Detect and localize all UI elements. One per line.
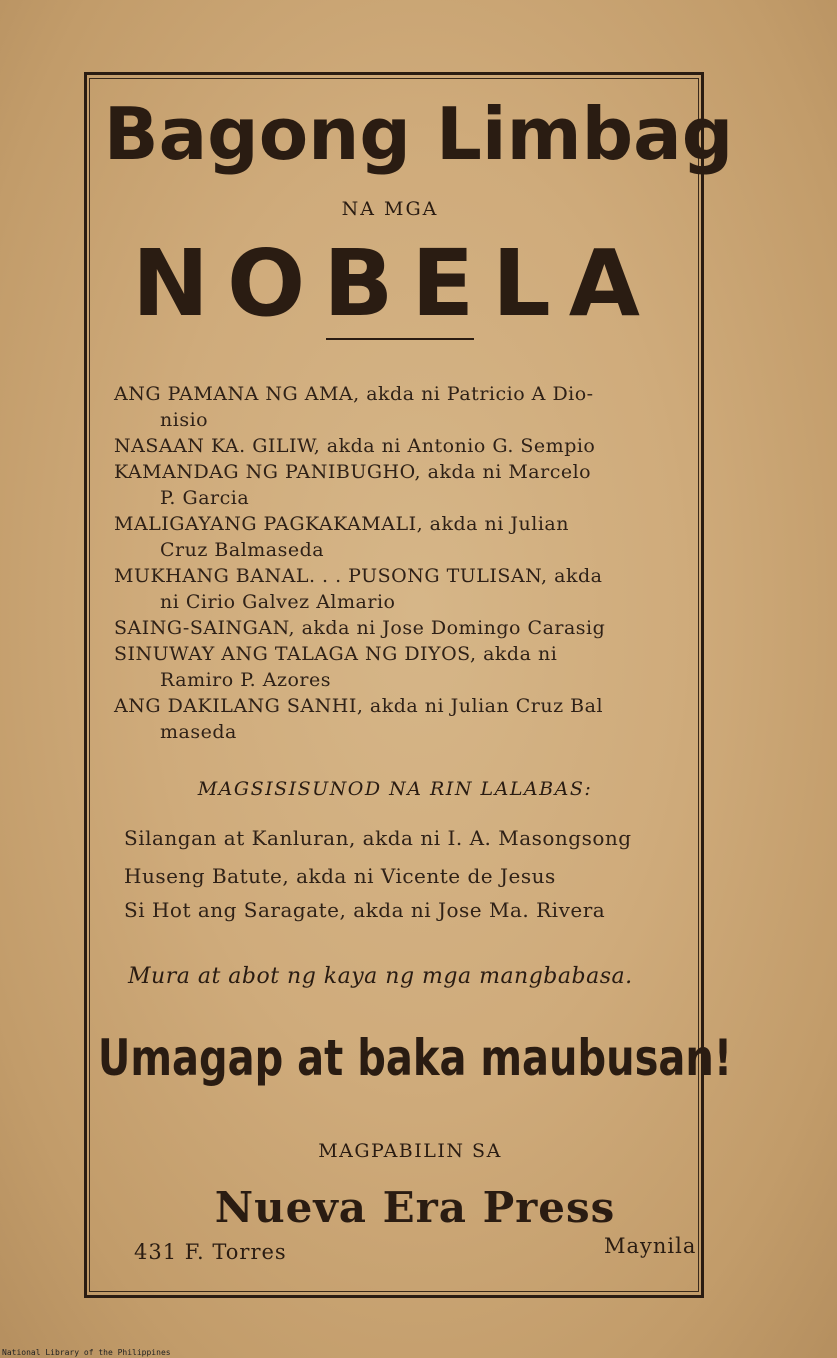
library-credit: National Library of the Philippines bbox=[2, 1348, 171, 1357]
novel-line-continued: ni Cirio Galvez Almario bbox=[160, 591, 396, 613]
publisher-city: Maynila bbox=[604, 1234, 697, 1258]
novel-item bbox=[114, 381, 694, 433]
availability-label: MAGPABILIN SA bbox=[318, 1140, 502, 1162]
upcoming-item: Silangan at Kanluran, akda ni I. A. Masongsong bbox=[124, 826, 632, 850]
novel-line-continued: nisio bbox=[160, 409, 209, 431]
novel-line: MUKHANG BANAL. . . PUSONG TULISAN, akda bbox=[114, 565, 603, 587]
novel-line: ANG DAKILANG SANHI, akda ni Julian Cruz Bal bbox=[114, 695, 604, 717]
callout-headline: Umagap at baka maubusan! bbox=[97, 1030, 733, 1088]
upcoming-item: Si Hot ang Saragate, akda ni Jose Ma. Rivera bbox=[124, 898, 606, 922]
novel-item bbox=[114, 693, 694, 745]
novel-line: MALIGAYANG PAGKAKAMALI, akda ni Julian bbox=[114, 513, 569, 535]
novel-line-continued: Cruz Balmaseda bbox=[160, 539, 325, 561]
novel-item bbox=[114, 563, 694, 615]
novel-line: KAMANDAG NG PANIBUGHO, akda ni Marcelo bbox=[114, 461, 592, 483]
poster-headline: NOBELA bbox=[132, 230, 658, 337]
novel-line-continued: Ramiro P. Azores bbox=[160, 669, 331, 691]
upcoming-heading: MAGSISISUNOD NA RIN LALABAS: bbox=[197, 778, 593, 800]
headline-divider bbox=[326, 338, 474, 340]
upcoming-item: Huseng Batute, akda ni Vicente de Jesus bbox=[124, 864, 556, 888]
poster-subtitle: NA MGA bbox=[341, 198, 439, 220]
novel-line: ANG PAMANA NG AMA, akda ni Patricio A Dio- bbox=[114, 383, 594, 405]
poster-title: Bagong Limbag bbox=[103, 92, 734, 176]
novel-item bbox=[114, 459, 694, 511]
novel-line: NASAAN KA. GILIW, akda ni Antonio G. Sempio bbox=[114, 435, 596, 457]
novel-item bbox=[114, 641, 694, 693]
novel-item bbox=[114, 511, 694, 563]
novel-item bbox=[114, 433, 694, 459]
publisher-address: 431 F. Torres bbox=[134, 1240, 287, 1264]
novel-line-continued: P. Garcia bbox=[160, 487, 250, 509]
tagline: Mura at abot ng kaya ng mga mangbabasa. bbox=[128, 964, 633, 989]
novel-item bbox=[114, 615, 694, 641]
novel-line-continued: maseda bbox=[160, 721, 237, 743]
novel-line: SINUWAY ANG TALAGA NG DIYOS, akda ni bbox=[114, 643, 558, 665]
publisher-name: Nueva Era Press bbox=[214, 1183, 616, 1232]
novel-line: SAING-SAINGAN, akda ni Jose Domingo Carasig bbox=[114, 617, 606, 639]
